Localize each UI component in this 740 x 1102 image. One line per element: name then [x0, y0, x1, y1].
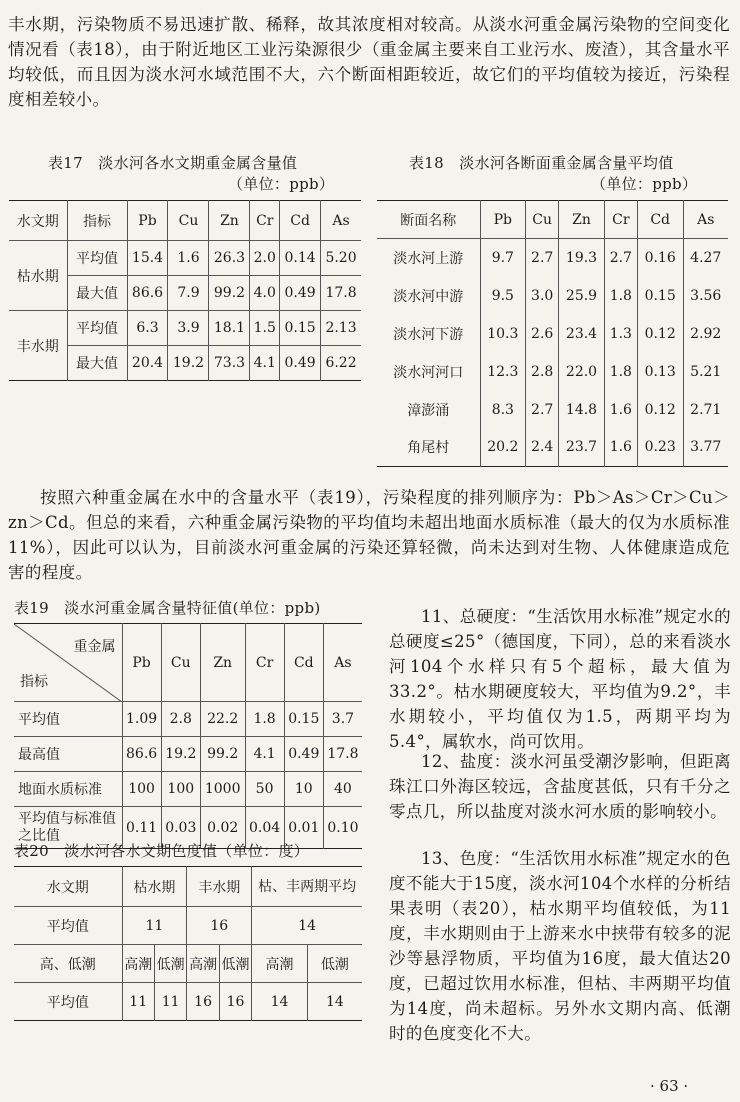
table19-title: 表19 淡水河重金属含量特征值(单位：ppb) — [14, 599, 321, 617]
table17-header-cell: Cr — [250, 201, 280, 241]
value-cell: 14 — [325, 993, 344, 1010]
row-label: 漳澎涌 — [377, 391, 480, 429]
value-cell: 0.15 — [284, 702, 323, 737]
value-cell: 0.15 — [637, 277, 683, 315]
table20-title: 表20 淡水河各水文期色度值（单位：度） — [14, 842, 310, 860]
tide-cell: 高潮 — [122, 945, 154, 983]
table19-header-cell: Pb — [122, 624, 161, 702]
value-cell: 73.3 — [209, 346, 250, 381]
value-cell: 40 — [323, 772, 362, 807]
period-cell: 丰水期 — [9, 311, 67, 381]
value-cell: 86.6 — [122, 737, 161, 772]
table20-header-row — [14, 867, 362, 907]
table20-header-cell: 水文期 — [14, 867, 122, 907]
tide-cell: 低潮 — [219, 945, 251, 983]
value-cell: 9.7 — [480, 239, 526, 277]
table17-header-cell: Cd — [280, 201, 321, 241]
value-cell: 99.2 — [209, 276, 250, 311]
value-cell: 2.7 — [526, 391, 559, 429]
value-cell: 4.1 — [250, 346, 280, 381]
row-label: 平均值 — [67, 311, 127, 346]
table17-header-cell: 水文期 — [9, 201, 67, 241]
table19 — [14, 623, 362, 849]
value-cell: 1.6 — [604, 429, 637, 467]
value-cell: 10.3 — [480, 315, 526, 353]
table18-unit: （单位：ppb） — [591, 175, 698, 193]
row-label: 平均值与标准值之比值 — [14, 807, 122, 849]
table18 — [377, 200, 728, 467]
value-cell: 0.03 — [161, 807, 200, 849]
value-cell: 11 — [154, 983, 186, 1021]
value-cell: 0.49 — [280, 346, 321, 381]
table18-header-cell: Cd — [637, 201, 683, 239]
table-row — [14, 772, 362, 807]
value-cell: 11 — [122, 907, 187, 945]
value-cell: 8.3 — [480, 391, 526, 429]
value-cell: 1.8 — [604, 353, 637, 391]
value-cell: 0.01 — [284, 807, 323, 849]
table18-header-cell: 断面名称 — [377, 201, 480, 239]
paragraph-salinity: 12、盐度：淡水河虽受潮汐影响，但距离珠江口外海区较远，含盐度甚低，只有千分之零点几，所以盐度对淡水河水质的影响较小。 — [389, 752, 731, 821]
table19-header-cell: Zn — [200, 624, 245, 702]
value-cell: 12.3 — [480, 353, 526, 391]
value-cell: 3.0 — [526, 277, 559, 315]
value-cell: 15.4 — [127, 241, 168, 276]
table17-title: 表17 淡水河各水文期重金属含量值 — [48, 154, 298, 172]
value-cell: 2.8 — [526, 353, 559, 391]
value-cell: 2.13 — [321, 311, 361, 346]
value-cell: 50 — [245, 772, 284, 807]
value-cell: 14 — [252, 907, 362, 945]
table-row — [9, 241, 361, 276]
value-cell: 16 — [187, 907, 252, 945]
table-row — [14, 983, 362, 1021]
table20-period-cell: 丰水期 — [187, 867, 252, 907]
paragraph-middle: 按照六种重金属在水中的含量水平（表19），污染程度的排列顺序为：Pb＞As＞Cr＞Cu＞zn＞Cd。但总的来看，六种重金属污染物的平均值均未超出地面水质标准（最大的仅为水质标准11%），因此可以认为，目前淡水河重金属的污染还算轻微，尚未达到对生物、人体健康造成危害的程度。 — [8, 488, 730, 582]
value-cell: 9.5 — [480, 277, 526, 315]
table18-title: 表18 淡水河各断面重金属含量平均值 — [409, 154, 674, 172]
table18-header-cell: Pb — [480, 201, 526, 239]
value-cell: 2.7 — [526, 239, 559, 277]
table18-header-cell: As — [683, 201, 728, 239]
table19-header-cell: Cr — [245, 624, 284, 702]
table17-header-cell: Pb — [127, 201, 168, 241]
value-cell: 100 — [122, 772, 161, 807]
value-cell: 0.12 — [637, 315, 683, 353]
value-cell: 0.13 — [637, 353, 683, 391]
value-cell: 0.49 — [284, 737, 323, 772]
value-cell: 6.22 — [325, 355, 357, 371]
value-cell: 0.23 — [637, 429, 683, 467]
value-cell: 2.0 — [250, 241, 280, 276]
value-cell: 5.21 — [690, 363, 722, 380]
value-cell: 26.3 — [209, 241, 250, 276]
value-cell: 18.1 — [209, 311, 250, 346]
value-cell: 6.3 — [127, 311, 168, 346]
table-row — [377, 353, 728, 391]
value-cell: 1.3 — [604, 315, 637, 353]
value-cell: 0.49 — [280, 276, 321, 311]
tide-cell: 低潮 — [307, 945, 362, 983]
value-cell: 4.27 — [690, 249, 722, 266]
table18-header-cell: Zn — [559, 201, 605, 239]
row-label: 角尾村 — [377, 429, 480, 467]
table17-header-cell: As — [321, 201, 361, 241]
value-cell: 2.92 — [690, 325, 722, 342]
value-cell: 22.2 — [200, 702, 245, 737]
table17-header-cell: Cu — [168, 201, 209, 241]
paragraph-top: 丰水期，污染物质不易迅速扩散、稀释，故其浓度相对较高。从淡水河重金属污染物的空间变化情况看（表18），由于附近地区工业污染源很少（重金属主要来自工业污水、废渣），其含量水平均较低，而且因为淡水河水域范围不大，六个断面相距较近，故它们的平均值较为接近，污染程度相差较小。 — [8, 15, 730, 109]
value-cell: 4.0 — [250, 276, 280, 311]
value-cell: 23.4 — [559, 315, 605, 353]
value-cell: 19.2 — [161, 737, 200, 772]
table18-header-cell: Cr — [604, 201, 637, 239]
value-cell: 4.1 — [245, 737, 284, 772]
value-cell: 16 — [187, 983, 219, 1021]
value-cell: 20.2 — [480, 429, 526, 467]
value-cell: 5.20 — [321, 241, 361, 276]
value-cell: 0.02 — [200, 807, 245, 849]
row-label: 最大值 — [67, 346, 127, 381]
row-label: 淡水河上游 — [377, 239, 480, 277]
value-cell: 1.6 — [168, 241, 209, 276]
table19-corner-cell — [14, 624, 122, 702]
value-cell: 0.11 — [122, 807, 161, 849]
table17-unit: （单位：ppb） — [228, 175, 335, 193]
row-label: 淡水河下游 — [377, 315, 480, 353]
value-cell: 17.8 — [321, 276, 361, 311]
value-cell: 16 — [219, 983, 251, 1021]
table-row — [9, 311, 361, 346]
value-cell: 1000 — [200, 772, 245, 807]
value-cell: 14 — [252, 983, 308, 1021]
table19-header-cell: As — [323, 624, 362, 702]
value-cell: 11 — [122, 983, 154, 1021]
table20-period-cell: 枯水期 — [122, 867, 187, 907]
value-cell: 1.8 — [604, 277, 637, 315]
table17 — [9, 200, 361, 381]
table-row — [377, 277, 728, 315]
value-cell: 0.12 — [637, 391, 683, 429]
table20 — [14, 866, 362, 1021]
row-label: 最高值 — [14, 737, 122, 772]
table20-period-cell: 枯、丰两期平均 — [252, 867, 362, 907]
table-row — [377, 239, 728, 277]
value-cell: 1.6 — [604, 391, 637, 429]
value-cell: 0.14 — [280, 241, 321, 276]
value-cell: 20.4 — [127, 346, 168, 381]
value-cell: 86.6 — [127, 276, 168, 311]
corner-bottom-label: 指标 — [20, 674, 48, 690]
value-cell: 3.56 — [690, 287, 722, 304]
row-label: 平均值 — [67, 241, 127, 276]
row-label: 高、低潮 — [14, 945, 122, 983]
tide-cell: 高潮 — [187, 945, 219, 983]
table17-header-cell: 指标 — [67, 201, 127, 241]
value-cell: 25.9 — [559, 277, 605, 315]
corner-top-label: 重金属 — [73, 639, 116, 655]
paragraph-hardness: 11、总硬度：“生活饮用水标准”规定水的总硬度≤25°（德国度，下同），总的来看淡水河104个水样只有5个超标，最大值为33.2°。枯水期硬度较大，平均值为9.2°，丰水期较小，平均值仅为1.5，两期平均为5.4°，属软水，尚可饮用。 — [389, 607, 731, 751]
value-cell: 7.9 — [168, 276, 209, 311]
paragraph-color: 13、色度：“生活饮用水标准”规定水的色度不能大于15度，淡水河104个水样的分析结果表明（表20），枯水期平均值较低，为11度，丰水期则由于上游来水中挟带有较多的泥沙等悬浮物质，平均值为16度，最大值达20度，已超过饮用水标准，但枯、丰两期平均值为14度，尚未超标。另外水文期内高、低潮时的色度变化不大。 — [389, 849, 731, 1043]
period-cell: 枯水期 — [9, 241, 67, 311]
tide-cell: 低潮 — [154, 945, 186, 983]
row-label: 最大值 — [67, 276, 127, 311]
table17-header-cell: Zn — [209, 201, 250, 241]
value-cell: 99.2 — [200, 737, 245, 772]
value-cell: 1.5 — [250, 311, 280, 346]
value-cell: 1.09 — [122, 702, 161, 737]
value-cell: 0.15 — [280, 311, 321, 346]
value-cell: 2.4 — [526, 429, 559, 467]
table-row — [14, 702, 362, 737]
page-number: · 63 · — [650, 1077, 689, 1095]
value-cell: 19.2 — [168, 346, 209, 381]
value-cell: 0.10 — [327, 819, 359, 836]
table-row — [377, 391, 728, 429]
row-label: 平均值 — [14, 983, 122, 1021]
value-cell: 1.8 — [245, 702, 284, 737]
value-cell: 100 — [161, 772, 200, 807]
table19-header-cell: Cu — [161, 624, 200, 702]
value-cell: 23.7 — [559, 429, 605, 467]
value-cell: 19.3 — [559, 239, 605, 277]
value-cell: 3.9 — [168, 311, 209, 346]
row-label: 地面水质标准 — [14, 772, 122, 807]
table-row — [14, 907, 362, 945]
value-cell: 2.6 — [526, 315, 559, 353]
value-cell: 2.71 — [690, 401, 722, 418]
row-label: 淡水河中游 — [377, 277, 480, 315]
value-cell: 17.8 — [323, 737, 362, 772]
table18-header-cell: Cu — [526, 201, 559, 239]
table-row — [377, 429, 728, 467]
value-cell: 0.16 — [637, 239, 683, 277]
value-cell: 3.77 — [690, 439, 722, 456]
tide-cell: 高潮 — [252, 945, 308, 983]
table17-header-row — [9, 201, 361, 241]
value-cell: 22.0 — [559, 353, 605, 391]
table18-header-row — [377, 201, 728, 239]
row-label: 平均值 — [14, 702, 122, 737]
value-cell: 0.04 — [245, 807, 284, 849]
value-cell: 3.7 — [323, 702, 362, 737]
row-label: 淡水河河口 — [377, 353, 480, 391]
value-cell: 14.8 — [559, 391, 605, 429]
value-cell: 2.8 — [161, 702, 200, 737]
value-cell: 2.7 — [604, 239, 637, 277]
table19-header-row — [14, 624, 362, 702]
table-row — [377, 315, 728, 353]
value-cell: 10 — [284, 772, 323, 807]
table-row — [14, 945, 362, 983]
row-label: 平均值 — [14, 907, 122, 945]
table-row — [14, 737, 362, 772]
table19-header-cell: Cd — [284, 624, 323, 702]
